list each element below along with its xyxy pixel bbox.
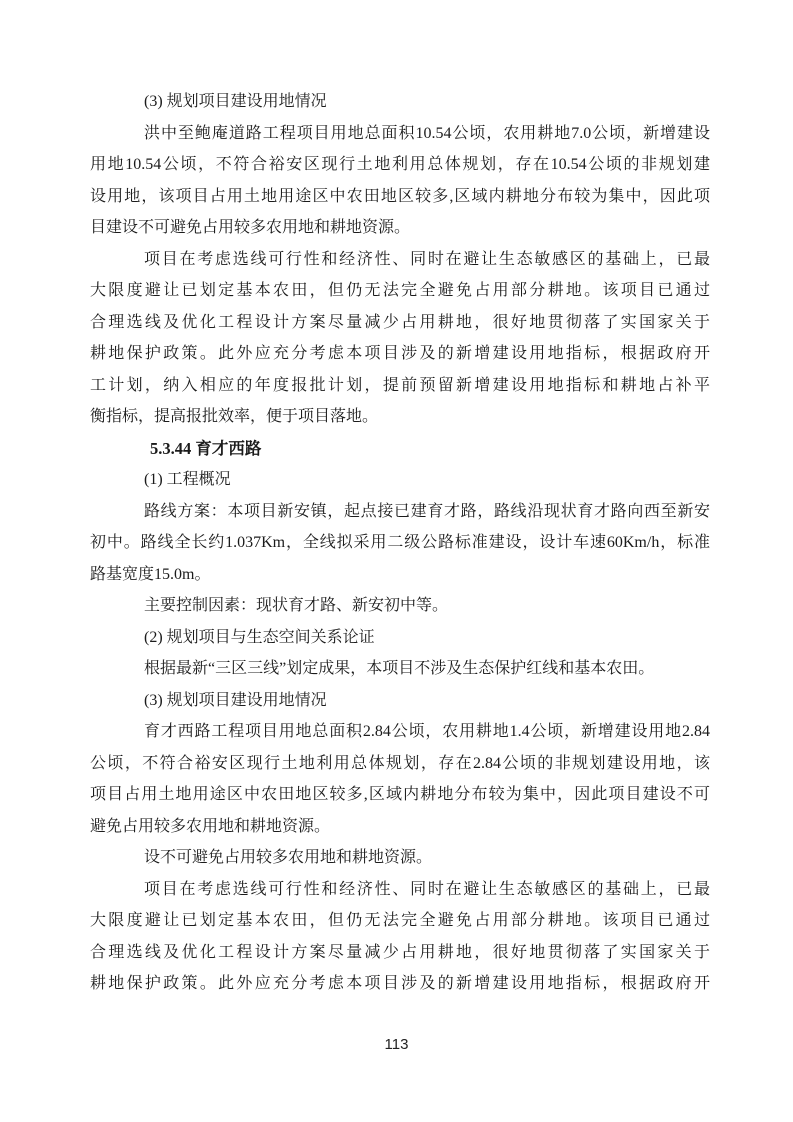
text-line: 设用地，该项目占用土地用途区中农田地区较多,区域内耕地分布较为集中，因此项 [90, 187, 710, 205]
text-line: 合理选线及优化工程设计方案尽量减少占用耕地，很好地贯彻落了实国家关于 [90, 313, 710, 331]
paragraph [90, 874, 710, 1000]
text-line: 目建设不可避免占用较多农用地和耕地资源。 [90, 219, 411, 236]
text-line: 耕地保护政策。此外应充分考虑本项目涉及的新增建设用地指标，根据政府开 [90, 975, 710, 992]
paragraph [90, 716, 710, 842]
text-line: (3) 规划项目建设用地情况 [144, 691, 327, 709]
text-line: (3) 规划项目建设用地情况 [144, 93, 327, 110]
text-line: 用地10.54公顷，不符合裕安区现行土地利用总体规划，存在10.54公顷的非规划建 [90, 156, 710, 173]
paragraph [90, 842, 710, 874]
text-line: 大限度避让已划定基本农田，但仍无法完全避免占用部分耕地。该项目已通过 [90, 282, 710, 299]
text-line: 项目在考虑选线可行性和经济性、同时在避让生态敏感区的基础上，已最 [144, 880, 710, 898]
text-line: 合理选线及优化工程设计方案尽量减少占用耕地，很好地贯彻落了实国家关于 [90, 943, 710, 961]
text-line: 大限度避让已划定基本农田，但仍无法完全避免占用部分耕地。该项目已通过 [90, 912, 710, 929]
paragraph [90, 496, 710, 591]
paragraph [90, 590, 710, 622]
list-item [90, 86, 710, 118]
text-line: 工计划，纳入相应的年度报批计划，提前预留新增建设用地指标和耕地占补平 [90, 376, 710, 394]
text-line: (1) 工程概况 [144, 471, 231, 488]
text-line: 根据最新“三区三线”划定成果，本项目不涉及生态保护红线和基本农田。 [144, 660, 655, 677]
list-item [90, 622, 710, 654]
text-line: 路线方案：本项目新安镇，起点接已建育才路，路线沿现状育才路向西至新安 [144, 502, 710, 520]
paragraph [90, 118, 710, 244]
section-heading [90, 433, 710, 465]
text-line: 衡指标，提高报批效率，便于项目落地。 [90, 408, 379, 425]
text-line: 初中。路线全长约1.037Km，全线拟采用二级公路标准建设，设计车速60Km/h，标准 [90, 534, 710, 551]
list-item [90, 464, 710, 496]
paragraph [90, 653, 710, 685]
text-line: 设不可避免占用较多农用地和耕地资源。 [144, 849, 433, 866]
text-line: 项目在考虑选线可行性和经济性、同时在避让生态敏感区的基础上，已最 [144, 250, 710, 268]
text-line: 公顷，不符合裕安区现行土地利用总体规划，存在2.84公顷的非规划建设用地，该 [90, 754, 710, 772]
text-line: 项目占用土地用途区中农田地区较多,区域内耕地分布较为集中，因此项目建设不可 [90, 786, 710, 803]
page-number: 113 [384, 1036, 409, 1053]
paragraph [90, 244, 710, 433]
document-content [90, 86, 710, 1000]
text-line: 育才西路工程项目用地总面积2.84公顷，农用耕地1.4公顷，新增建设用地2.84 [144, 723, 710, 740]
text-line: 5.3.44 育才西路 [150, 438, 262, 458]
text-line: 避免占用较多农用地和耕地资源。 [90, 817, 331, 835]
text-line: 耕地保护政策。此外应充分考虑本项目涉及的新增建设用地指标，根据政府开 [90, 345, 710, 362]
text-line: (2) 规划项目与生态空间关系论证 [144, 628, 375, 646]
list-item [90, 685, 710, 717]
text-line: 主要控制因素：现状育才路、新安初中等。 [144, 597, 449, 614]
page-footer [0, 1036, 793, 1053]
text-line: 路基宽度15.0m。 [90, 565, 211, 583]
text-line: 洪中至鲍庵道路工程项目用地总面积10.54公顷，农用耕地7.0公顷，新增建设 [144, 124, 710, 142]
